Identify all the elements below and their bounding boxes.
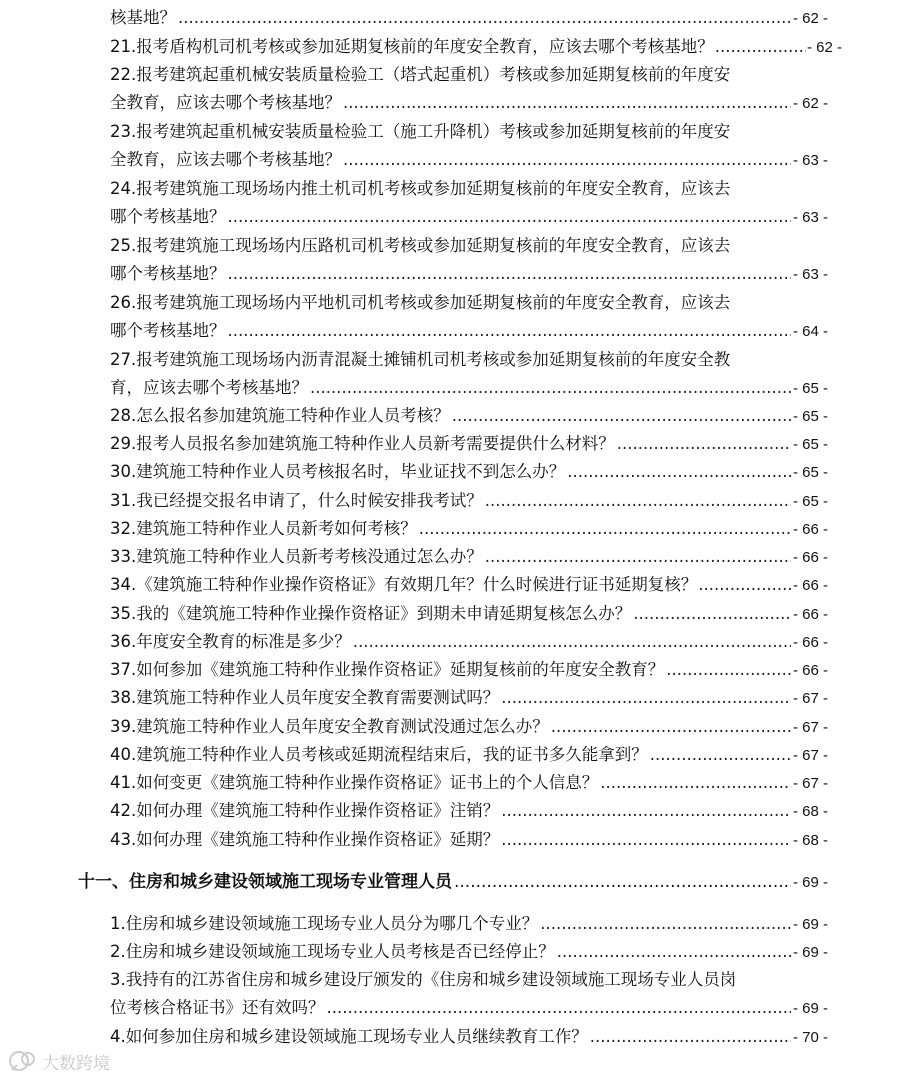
toc-entry-text: 21.报考盾构机司机考核或参加延期复核前的年度安全教育，应该去哪个考核基地？ [110,37,714,56]
leader-dots [501,826,791,854]
leader-dots [178,4,791,32]
toc-page-number: - 65 - [792,408,828,425]
toc-entry-25[interactable] [110,232,828,289]
toc-section-title: 十一、住房和城乡建设领域施工现场专业管理人员 [78,872,452,892]
toc-page-number: - 69 - [792,874,828,891]
toc-page-number: - 64 - [792,323,828,341]
toc-entry-text: 43.如何办理《建筑施工特种作业操作资格证》延期？ [110,830,500,849]
toc-section-entry-2[interactable] [110,938,828,966]
toc-section-11[interactable] [78,868,828,897]
toc-section-entry-1[interactable] [110,910,828,938]
toc-entry-29[interactable] [110,430,828,458]
toc-page-number: - 69 - [792,944,828,961]
toc-entry-text: 41.如何变更《建筑施工特种作业操作资格证》证书上的个人信息？ [110,773,599,792]
toc-entry-41[interactable] [110,769,828,797]
brand-logo-icon [8,1048,38,1074]
watermark [8,1048,110,1074]
toc-entry-text-cont: 哪个考核基地？ [110,264,226,284]
toc-entry-text: 1.住房和城乡建设领域施工现场专业人员分为哪几个专业？ [110,914,539,933]
leader-dots [353,628,791,656]
leader-dots [698,571,792,599]
leader-dots [452,402,791,430]
toc-entry-text: 23.报考建筑起重机械安装质量检验工（施工升降机）考核或参加延期复核前的年度安 [110,122,731,141]
toc-entry-text: 26.报考建筑施工现场场内平地机司机考核或参加延期复核前的年度安全教育，应该去 [110,293,731,312]
leader-dots [485,543,791,571]
toc-entry-31[interactable] [110,487,828,515]
toc-entry-38[interactable] [110,684,828,712]
toc-entry-text-cont: 位考核合格证书》还有效吗？ [110,998,325,1018]
toc-entry-text-cont: 哪个考核基地？ [110,207,226,227]
toc-entry-text: 22.报考建筑起重机械安装质量检验工（塔式起重机）考核或参加延期复核前的年度安 [110,65,731,84]
toc-entry-text: 38.建筑施工特种作业人员年度安全教育需要测试吗？ [110,688,500,707]
toc-page-number: - 66 - [792,662,828,679]
toc-entry-21[interactable] [110,33,842,61]
toc-entry-text-cont: 育，应该去哪个考核基地？ [110,378,308,398]
toc-page-number: - 67 - [792,690,828,707]
leader-dots [310,374,791,402]
toc-entry-text: 31.我已经提交报名申请了，什么时候安排我考试？ [110,491,483,510]
toc-section-entry-3[interactable] [110,966,828,1023]
toc-entry-text: 27.报考建筑施工现场场内沥青混凝土摊铺机司机考核或参加延期复核前的年度安全教 [110,350,731,369]
leader-dots [715,33,806,61]
toc-section-entry-4[interactable] [110,1023,828,1051]
toc-entry-text: 30.建筑施工特种作业人员考核报名时，毕业证找不到怎么办？ [110,462,566,481]
toc-page-number: - 67 - [792,747,828,764]
leader-dots [327,994,791,1022]
toc-entry-28[interactable] [110,402,828,430]
toc-entry-text: 40.建筑施工特种作业人员考核或延期流程结束后，我的证书多久能拿到？ [110,745,648,764]
toc-page-number: - 66 - [792,634,828,651]
toc-entry-text: 29.报考人员报名参加建筑施工特种作业人员新考需要提供什么材料？ [110,434,615,453]
toc-page-number: - 66 - [792,606,828,623]
toc-page-number: - 66 - [792,549,828,566]
toc-page-number: - 63 - [792,152,828,170]
leader-dots [666,656,791,684]
leader-dots [551,713,791,741]
toc-entry-text: 36.年度安全教育的标准是多少？ [110,632,351,651]
toc-entry-40[interactable] [110,741,828,769]
toc-entry-39[interactable] [110,713,828,741]
toc-page-number: - 66 - [792,521,828,538]
toc-entry-text: 32.建筑施工特种作业人员新考如何考核？ [110,519,417,538]
toc-entry-text: 35.我的《建筑施工特种作业操作资格证》到期未申请延期复核怎么办？ [110,604,632,623]
toc-page-number: - 63 - [792,209,828,227]
toc-entry-text: 42.如何办理《建筑施工特种作业操作资格证》注销？ [110,801,500,820]
leader-dots [501,797,791,825]
toc-entry-36[interactable] [110,628,828,656]
toc-page-number: - 65 - [792,436,828,453]
toc-entry-30[interactable] [110,458,828,486]
toc-page-number: - 62 - [806,39,842,56]
leader-dots [557,938,791,966]
leader-dots [600,769,791,797]
toc-entry-33[interactable] [110,543,828,571]
toc-page-number: - 69 - [792,1000,828,1018]
toc-page-number: - 68 - [792,832,828,849]
leader-dots [567,458,791,486]
toc-entry-text-cont: 全教育，应该去哪个考核基地？ [110,150,341,170]
toc-page-number: - 68 - [792,803,828,820]
leader-dots [343,146,791,174]
toc-entry-32[interactable] [110,515,828,543]
toc-entry-27[interactable] [110,346,828,403]
leader-dots [228,260,791,288]
toc-page-number: - 66 - [792,577,828,594]
toc-page-number: - 62 - [792,95,828,113]
toc-page-number: - 67 - [792,775,828,792]
leader-dots [419,515,791,543]
leader-dots [228,317,791,345]
leader-dots [617,430,791,458]
toc-page-number: - 67 - [792,719,828,736]
toc-entry-37[interactable] [110,656,828,684]
toc-entry-text-cont: 全教育，应该去哪个考核基地？ [110,93,341,113]
toc-entry-text: 2.住房和城乡建设领域施工现场专业人员考核是否已经停止？ [110,942,555,961]
toc-entry-42[interactable] [110,797,828,825]
toc-entry-26[interactable] [110,289,828,346]
toc-entry-34[interactable] [110,571,828,599]
toc-entry-text: 24.报考建筑施工现场场内推土机司机考核或参加延期复核前的年度安全教育，应该去 [110,179,731,198]
leader-dots [633,600,791,628]
toc-page-number: - 65 - [792,493,828,510]
toc-entry-24[interactable] [110,175,828,232]
toc-entry-text: 3.我持有的江苏省住房和城乡建设厅颁发的《住房和城乡建设领域施工现场专业人员岗 [110,970,737,989]
toc-entry-43[interactable] [110,826,828,854]
leader-dots [540,910,791,938]
toc-entry-35[interactable] [110,600,828,628]
watermark-text: 大数跨境 [42,1053,110,1074]
toc-page-number: - 65 - [792,464,828,481]
toc-entry-text: 核基地？ [110,8,176,27]
toc-page-number: - 70 - [792,1029,828,1046]
toc-entry-22[interactable] [110,61,828,118]
toc-page-number: - 65 - [792,380,828,398]
leader-dots [590,1023,791,1051]
leader-dots [501,684,791,712]
toc-page-number: - 62 - [792,10,828,27]
leader-dots [650,741,791,769]
toc-page-number: - 63 - [792,266,828,284]
leader-dots [228,203,791,231]
toc-entry-text: 4.如何参加住房和城乡建设领域施工现场专业人员继续教育工作？ [110,1027,588,1046]
toc-entry-text: 34.《建筑施工特种作业操作资格证》有效期几年？什么时候进行证书延期复核？ [110,575,698,594]
leader-dots [343,89,791,117]
toc-entry-text: 25.报考建筑施工现场场内压路机司机考核或参加延期复核前的年度安全教育，应该去 [110,236,731,255]
toc-entry-text: 33.建筑施工特种作业人员新考考核没通过怎么办？ [110,547,483,566]
toc-entry-text: 28.怎么报名参加建筑施工特种作业人员考核？ [110,406,450,425]
toc-entry-text-cont: 哪个考核基地？ [110,321,226,341]
leader-dots [485,487,791,515]
toc-entry-text: 39.建筑施工特种作业人员年度安全教育测试没通过怎么办？ [110,717,549,736]
toc-entry-23[interactable] [110,118,828,175]
toc-page-number: - 69 - [792,916,828,933]
toc-entry-text: 37.如何参加《建筑施工特种作业操作资格证》延期复核前的年度安全教育？ [110,660,665,679]
leader-dots [454,868,791,896]
toc-entry-continuation[interactable] [110,4,828,32]
